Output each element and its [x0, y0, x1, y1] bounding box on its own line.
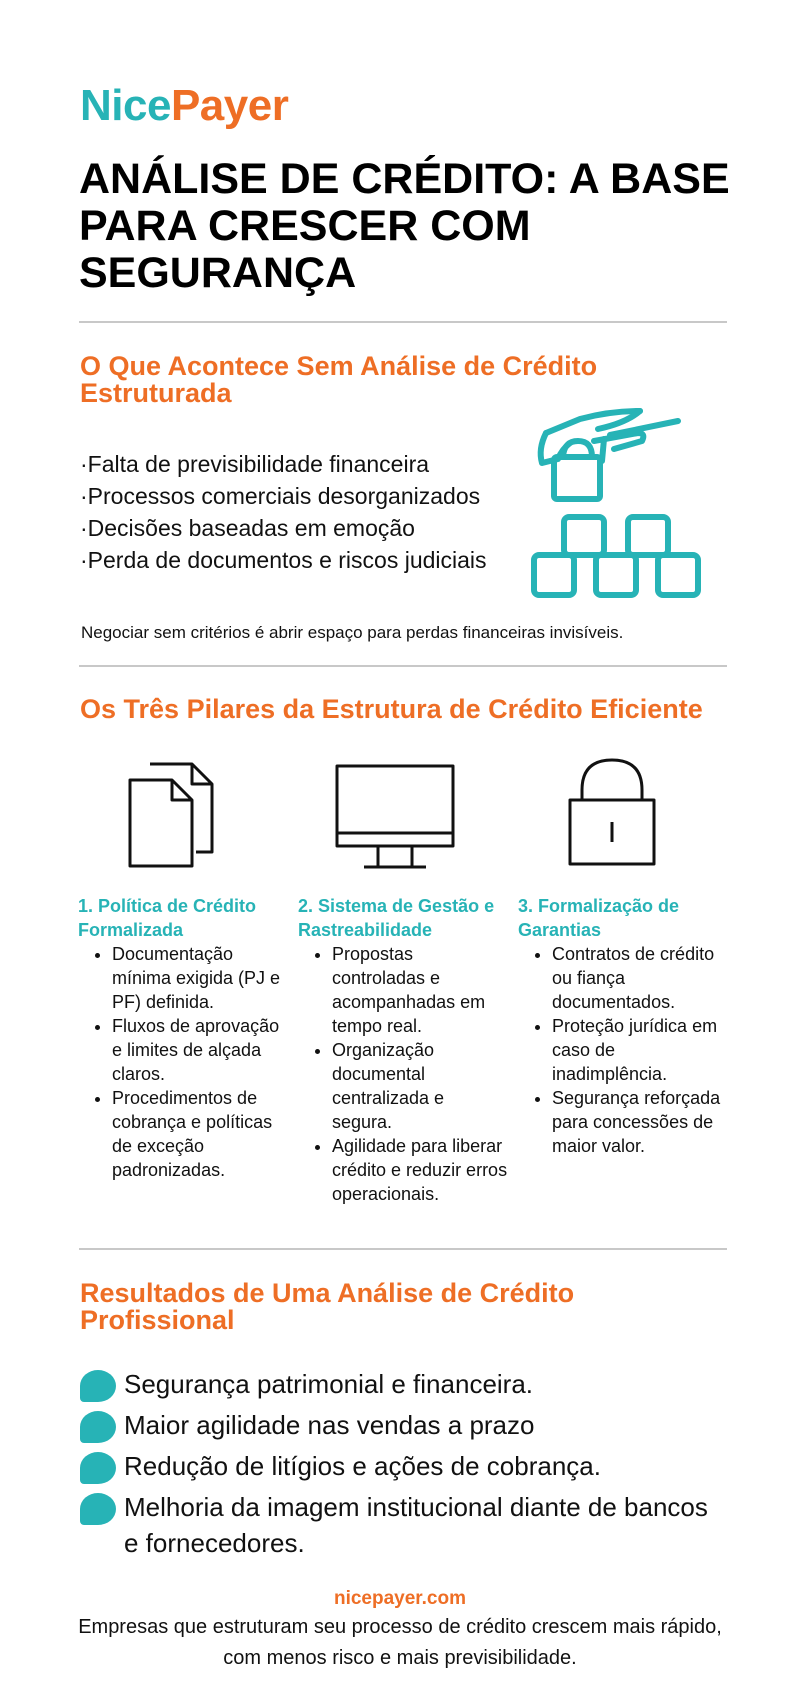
padlock-icon [566, 756, 658, 868]
result-text: Maior agilidade nas vendas a prazo [124, 1410, 535, 1440]
list-item: • Proteção jurídica em caso de inadimplência. [552, 1014, 728, 1086]
pillar-2 [298, 894, 508, 1206]
bullet-leaf-icon [80, 1493, 116, 1525]
list-item: ·Decisões baseadas em emoção [80, 515, 415, 541]
pillar-1 [78, 894, 288, 1182]
divider [79, 1248, 727, 1250]
pillar-title: 3. Formalização de Garantias [518, 896, 680, 940]
website-link[interactable]: nicepayer.com [333, 1588, 467, 1609]
divider [79, 665, 727, 667]
list-item: • Agilidade para liberar crédito e reduzir erros operacionais. [332, 1134, 508, 1206]
section2-title: Os Três Pilares da Estrutura de Crédito Eficiente [80, 694, 703, 724]
list-item: • Documentação mínima exigida (PJ e PF) definida. [112, 942, 288, 1014]
pillar-title: 1. Política de Crédito Formalizada [78, 896, 257, 940]
list-item: ·Perda de documentos e riscos judiciais [80, 547, 487, 573]
bullet-leaf-icon [80, 1452, 116, 1484]
result-text: Segurança patrimonial e financeira. [124, 1369, 534, 1399]
monitor-icon [334, 763, 456, 871]
pillar-title: 2. Sistema de Gestão e Rastreabilidade [298, 896, 495, 940]
section1-note: Negociar sem critérios é abrir espaço para perdas financeiras invisíveis. [81, 623, 624, 642]
pillar-list [78, 942, 288, 1182]
bullet-leaf-icon [80, 1411, 116, 1443]
hand-lock-blocks-icon [530, 405, 705, 605]
bullet-leaf-icon [80, 1370, 116, 1402]
footer-text: Empresas que estruturam seu processo de crédito crescem mais rápido, com menos risco e mais previsibilidade. [78, 1616, 722, 1669]
result-text: Redução de litígios e ações de cobrança. [124, 1451, 601, 1481]
list-item: • Contratos de crédito ou fiança documentados. [552, 942, 728, 1014]
pillar-list [298, 942, 508, 1206]
documents-icon [124, 760, 220, 870]
list-item: ·Processos comerciais desorganizados [80, 483, 481, 509]
divider [79, 321, 727, 323]
pillar-list [518, 942, 728, 1158]
list-item: • Organização documental centralizada e segura. [332, 1038, 508, 1134]
page-title: ANÁLISE DE CRÉDITO: A BASE PARA CRESCER COM SEGURANÇA [79, 155, 730, 297]
list-item: • Procedimentos de cobrança e políticas de exceção padronizadas. [112, 1086, 288, 1182]
list-item: • Segurança reforçada para concessões de maior valor. [552, 1086, 728, 1158]
logo-nice: Nice [80, 81, 171, 130]
list-item [80, 1448, 720, 1484]
pillar-3 [518, 894, 728, 1158]
logo-payer: Payer [170, 81, 289, 130]
list-item: • Fluxos de aprovação e limites de alçada claros. [112, 1014, 288, 1086]
list-item [80, 1489, 720, 1561]
brand-logo [80, 81, 289, 130]
list-item: ·Falta de previsibilidade financeira [80, 451, 430, 477]
section3-title: Resultados de Uma Análise de Crédito Profissional [80, 1278, 575, 1335]
section1-list [80, 448, 487, 576]
results-list [80, 1366, 720, 1566]
list-item: • Propostas controladas e acompanhadas em tempo real. [332, 942, 508, 1038]
result-text: Melhoria da imagem institucional diante de bancos e fornecedores. [124, 1492, 708, 1558]
list-item [80, 1366, 720, 1402]
list-item [80, 1407, 720, 1443]
section1-title: O Que Acontece Sem Análise de Crédito Estruturada [80, 351, 598, 408]
